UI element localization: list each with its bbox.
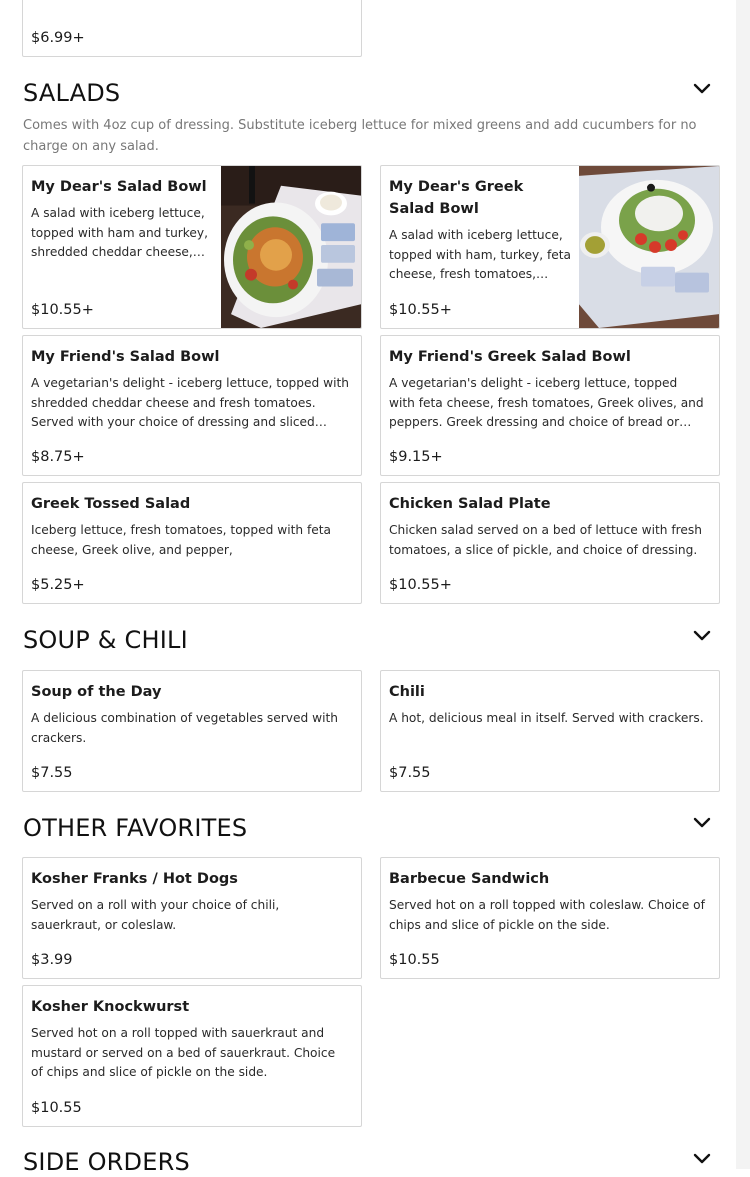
- menu-item-card[interactable]: [22, 670, 362, 792]
- item-price: $10.55+: [389, 302, 452, 318]
- menu-item-card[interactable]: [380, 482, 720, 604]
- item-name: Soup of the Day: [31, 684, 162, 700]
- item-name: Chicken Salad Plate: [389, 496, 551, 512]
- item-description: A vegetarian's delight - iceberg lettuce, topped with feta cheese, fresh tomatoes, Greek olives, and peppers. Greek dressing and choice of bread or: [389, 376, 704, 430]
- section-title-side-orders: SIDE ORDERS: [23, 1148, 190, 1176]
- item-price: $5.25+: [31, 577, 85, 593]
- item-description: A vegetarian's delight - iceberg lettuce, topped with shredded cheddar cheese and fresh tomatoes. Served with your choice of dressing and sliced: [31, 376, 349, 430]
- salad-photo: [579, 166, 719, 328]
- item-description: Iceberg lettuce, fresh tomatoes, topped with feta cheese, Greek olive, and pepper,: [31, 523, 332, 557]
- item-name: My Friend's Salad Bowl: [31, 349, 220, 365]
- chevron-down-icon[interactable]: [692, 82, 712, 96]
- item-price: $8.75+: [31, 449, 85, 465]
- item-name: My Dear's Salad Bowl: [31, 179, 207, 195]
- menu-item-card[interactable]: [380, 857, 720, 979]
- menu-item-card[interactable]: [22, 165, 362, 329]
- chevron-down-icon[interactable]: [692, 1152, 712, 1166]
- section-title-soup-chili: SOUP & CHILI: [23, 626, 188, 654]
- item-description: Served on a roll with your choice of chili, sauerkraut, or coleslaw.: [31, 898, 280, 932]
- item-name: My Dear's Greek Salad Bowl: [389, 179, 524, 217]
- item-price: $7.55: [389, 765, 431, 781]
- item-price: $3.99: [31, 952, 73, 968]
- item-price: $6.99+: [31, 30, 85, 46]
- item-description: Served hot on a roll topped with coleslaw. Choice of chips and slice of pickle on the side.: [389, 898, 705, 932]
- item-price: $9.15+: [389, 449, 443, 465]
- item-description: A hot, delicious meal in itself. Served with crackers.: [389, 711, 704, 725]
- item-name: Kosher Franks / Hot Dogs: [31, 871, 238, 887]
- item-description: Served hot on a roll topped with sauerkraut and mustard or served on a bed of sauerkraut. Choice of chips and slice of pickle on the side.: [31, 1026, 336, 1080]
- menu-item-card[interactable]: [22, 985, 362, 1127]
- item-description: Chicken salad served on a bed of lettuce with fresh tomatoes, a slice of pickle, and choice of dressing.: [389, 523, 702, 557]
- chevron-down-icon[interactable]: [692, 629, 712, 643]
- menu-item-card[interactable]: [22, 857, 362, 979]
- menu-item-card[interactable]: [380, 335, 720, 476]
- page-scrollbar[interactable]: [736, 0, 750, 1169]
- salad-photo: [221, 166, 361, 328]
- menu-item-card[interactable]: [380, 670, 720, 792]
- section-title-salads: SALADS: [23, 79, 121, 107]
- item-name: Greek Tossed Salad: [31, 496, 191, 512]
- item-price: $10.55+: [389, 577, 452, 593]
- item-price: $10.55: [31, 1100, 82, 1116]
- item-name: Barbecue Sandwich: [389, 871, 550, 887]
- chevron-down-icon[interactable]: [692, 816, 712, 830]
- item-description: A delicious combination of vegetables served with crackers.: [31, 711, 338, 745]
- item-price: $10.55+: [31, 302, 94, 318]
- item-price: $10.55: [389, 952, 440, 968]
- item-price: $7.55: [31, 765, 73, 781]
- menu-item-card[interactable]: [22, 335, 362, 476]
- menu-item-card[interactable]: [22, 482, 362, 604]
- item-name: Kosher Knockwurst: [31, 999, 190, 1015]
- menu-item-card[interactable]: [22, 0, 362, 57]
- item-description: A salad with iceberg lettuce, topped with ham, turkey, feta cheese, fresh tomatoes,: [389, 228, 571, 282]
- item-description: A salad with iceberg lettuce, topped with ham and turkey, shredded cheddar cheese,: [31, 206, 209, 260]
- section-title-other-favorites: OTHER FAVORITES: [23, 814, 248, 842]
- menu-item-card[interactable]: [380, 165, 720, 329]
- section-subtitle-salads: Comes with 4oz cup of dressing. Substitute iceberg lettuce for mixed greens and add cucumbers for no charge on any salad.: [23, 118, 697, 154]
- item-name: Chili: [389, 684, 425, 700]
- item-name: My Friend's Greek Salad Bowl: [389, 349, 631, 365]
